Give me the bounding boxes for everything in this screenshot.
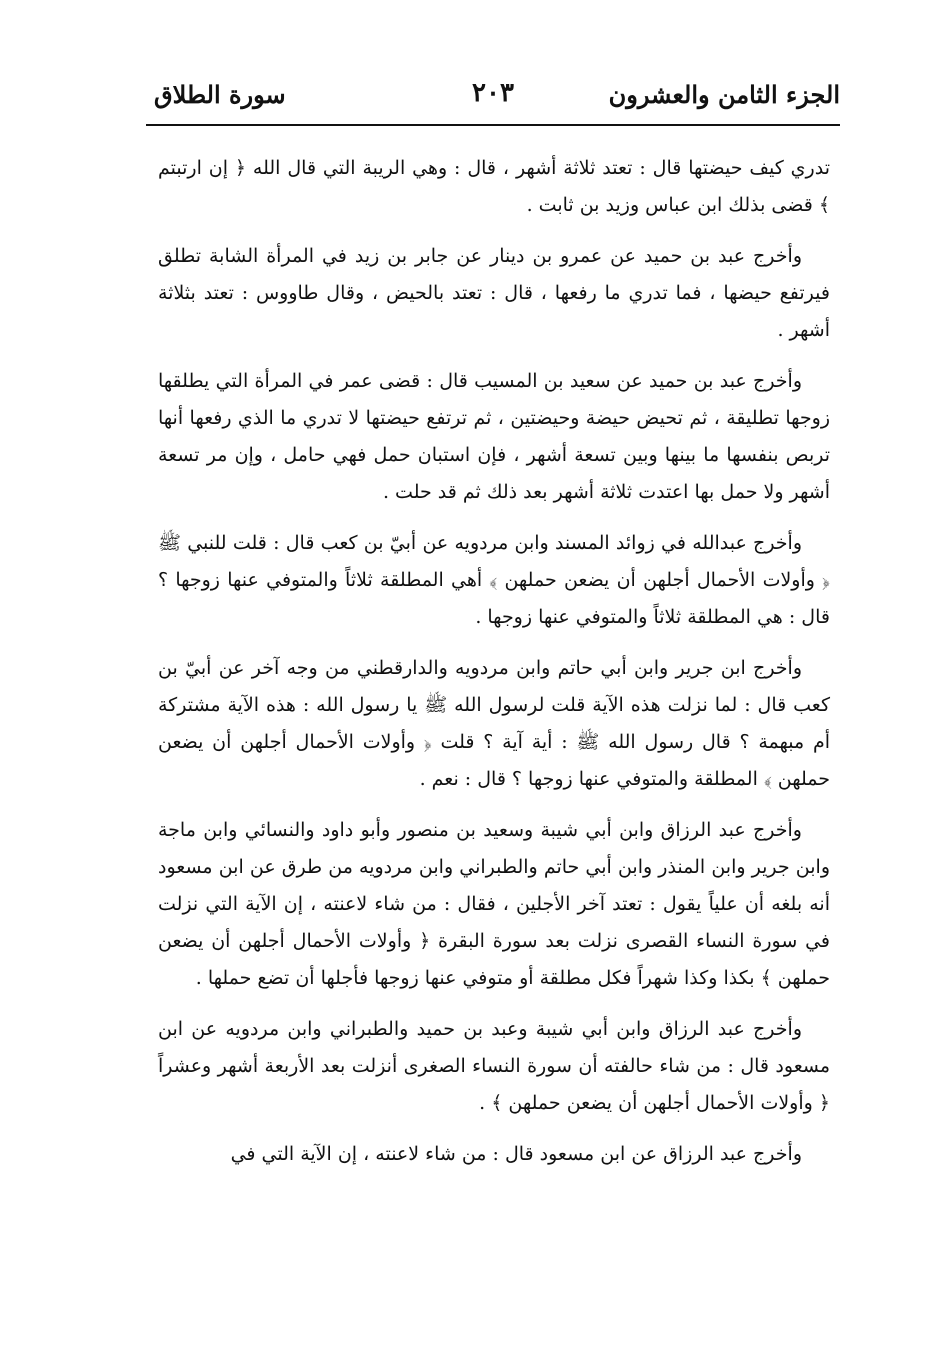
paragraph-continuation: تدري كيف حيضتها قال : تعتد ثلاثة أشهر ، قال : وهي الريبة التي قال الله ﴿ إن ارتبتم ﴾ قضى بذلك ابن عباس وزيد بن ثابت . [158, 157, 830, 216]
paragraph: وأخرج عبد بن حميد عن سعيد بن المسيب قال : قضى عمر في المرأة التي يطلقها زوجها تطليقة ، ثم تحيض حيضة وحيضتين ، ثم ترتفع حيضتها لا تدري ما الذي رفعها أنها تربص بنفسها ما بينها وبين تسعة أشهر ، فإن استبان حمل فهي حامل ، وإن مر تسعة أشهر ولا حمل بها اعتدت ثلاثة أشهر بعد ذلك ثم قد حلت . [158, 370, 830, 503]
part-title: الجزء الثامن والعشرون [608, 80, 840, 109]
page-header [146, 72, 840, 124]
page-body [158, 150, 830, 1173]
paragraph: وأخرج عبد الرزاق عن ابن مسعود قال : من شاء لاعنته ، إن الآية التي في [230, 1143, 802, 1165]
paragraph: وأخرج ابن جرير وابن أبي حاتم وابن مردويه والدارقطني من وجه آخر عن أبيّ بن كعب قال : لما نزلت هذه الآية قلت لرسول الله ﷺ يا رسول الله : هذه الآية مشتركة أم مبهمة ؟ قال رسول الله ﷺ : أية آية ؟ قلت ﴿ وأولات الأحمال أجلهن أن يضعن حملهن ﴾ المطلقة والمتوفي عنها زوجها ؟ قال : نعم . [158, 657, 830, 790]
paragraph: وأخرج عبد بن حميد عن عمرو بن دينار عن جابر بن زيد في المرأة الشابة تطلق فيرتفع حيضها ، فما تدري ما رفعها ، قال : تعتد بالحيض ، وقال طاووس : تعتد بثلاثة أشهر . [158, 245, 830, 341]
paragraph: وأخرج عبد الرزاق وابن أبي شيبة وسعيد بن منصور وأبو داود والنسائي وابن ماجة وابن جرير وابن المنذر وابن أبي حاتم والطبراني وابن مردويه من طرق عن ابن مسعود أنه بلغه أن علياً يقول : تعتد آخر الأجلين ، فقال : من شاء لاعنته ، إن الآية التي نزلت في سورة النساء القصرى نزلت بعد سورة البقرة ﴿ وأولات الأحمال أجلهن أن يضعن حملهن ﴾ بكذا وكذا شهراً فكل مطلقة أو متوفي عنها زوجها فأجلها أن تضع حملها . [158, 819, 830, 989]
paragraph: وأخرج عبدالله في زوائد المسند وابن مردويه عن أبيّ بن كعب قال : قلت للنبي ﷺ ﴿ وأولات الأحمال أجلهن أن يضعن حملهن ﴾ أهي المطلقة ثلاثاً والمتوفي عنها زوجها ؟ قال : هي المطلقة ثلاثاً والمتوفي عنها زوجها . [158, 532, 830, 628]
surah-title: سورة الطلاق [154, 80, 286, 109]
paragraph: وأخرج عبد الرزاق وابن أبي شيبة وعبد بن حميد والطبراني وابن مردويه عن ابن مسعود قال : من شاء حالفته أن سورة النساء الصغرى أنزلت بعد الأربعة أشهر وعشراً ﴿ وأولات الأحمال أجلهن أن يضعن حملهن ﴾ . [158, 1018, 830, 1114]
page-number: ٢٠٣ [472, 78, 514, 108]
header-rule [146, 124, 840, 126]
